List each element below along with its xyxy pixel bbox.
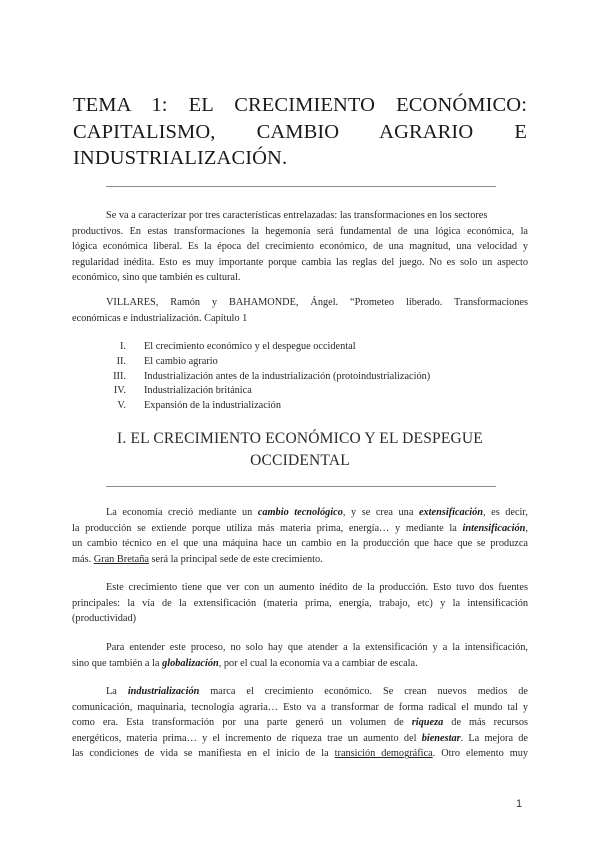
page-title <box>73 92 527 172</box>
intro-paragraph <box>72 208 528 286</box>
page-number: 1 <box>516 798 523 810</box>
reference-line: económicas e industrialización. Capítulo 1 <box>72 312 248 324</box>
toc-label: El cambio agrario <box>144 355 218 367</box>
link-transicion-demografica[interactable]: transición demográfica <box>334 748 433 760</box>
bold-term: extensificación <box>418 507 484 518</box>
text: la producción se extiende porque utiliza más materia prima, energía… y mediante la <box>72 522 463 534</box>
title-line-2: CAPITALISMO, CAMBIO AGRARIO E <box>73 120 527 143</box>
paragraph-1 <box>72 505 528 567</box>
text: de más recursos <box>443 717 528 729</box>
text: será la principal sede de este crecimiento. <box>148 553 323 565</box>
paragraph-line <box>72 731 528 747</box>
table-of-contents <box>100 340 430 414</box>
paragraph-3 <box>72 640 528 671</box>
text: La <box>106 686 128 697</box>
text: , y se crea una <box>342 507 419 518</box>
toc-label: Expansión de la industrialización <box>144 400 281 412</box>
intro-line: económico, sino que también es cultural. <box>72 272 241 284</box>
link-gran-bretana[interactable]: Gran Bretaña <box>93 553 149 565</box>
paragraph-line <box>72 552 528 568</box>
text: , por el cual la economía va a cambiar de escala. <box>218 657 418 669</box>
section-heading <box>90 428 510 472</box>
paragraph-line: comunicación, maquinaria, tecnología agraria… Esto va a transformar de forma radical el mundo tal y <box>72 701 528 713</box>
bold-term: intensificación <box>462 522 526 534</box>
paragraph-line: Este crecimiento tiene que ver con un aumento inédito de la producción. Esto tuvo dos fuentes <box>106 582 528 593</box>
paragraph-line <box>72 505 528 521</box>
bold-term: riqueza <box>411 717 444 729</box>
bold-term: bienestar <box>421 732 461 744</box>
toc-label: Industrialización británica <box>144 385 252 397</box>
toc-item <box>100 384 430 399</box>
intro-line: productivos. En estas transformaciones la hegemonía será fundamental de una lógica económica, la <box>72 225 528 237</box>
toc-item <box>100 399 430 414</box>
paragraph-line <box>72 656 528 672</box>
toc-number: III. <box>113 370 126 382</box>
title-line-1: TEMA 1: EL CRECIMIENTO ECONÓMICO: <box>73 94 527 116</box>
section-heading-line: OCCIDENTAL <box>250 452 350 469</box>
intro-line: Se va a caracterizar por tres características entrelazadas: las transformaciones en los sectores <box>106 210 488 221</box>
paragraph-line: principales: la vía de la extensificación (materia prima, energía, trabajo, etc) y la intensificación <box>72 597 528 609</box>
title-line-3: INDUSTRIALIZACIÓN. <box>73 147 288 169</box>
paragraph-line <box>72 684 528 700</box>
text: marca el crecimiento económico. Se crean nuevos medios de <box>199 686 528 697</box>
section-heading-line: I. EL CRECIMIENTO ECONÓMICO Y EL DESPEGUE <box>117 430 483 447</box>
toc-item <box>100 370 430 385</box>
toc-number: V. <box>117 400 126 412</box>
text: como era. Esta transformación por una parte generó un volumen de <box>72 717 412 729</box>
paragraph-4 <box>72 684 528 762</box>
divider-line <box>106 186 496 187</box>
toc-item <box>100 355 430 370</box>
text: sino que también a la <box>72 657 163 669</box>
intro-line: regularidad inédita. Esto es muy importante porque cambia las reglas del juego. No es solo un aspecto <box>72 256 528 268</box>
paragraph-line <box>72 521 528 537</box>
text: , es decir, <box>483 507 529 518</box>
toc-number: IV. <box>113 385 126 397</box>
text: . La mejora de <box>460 732 528 744</box>
text: energéticos, materia prima… y el incremento de riqueza trae un aumento del <box>72 732 422 744</box>
divider-line <box>106 486 496 487</box>
paragraph-line: Para entender este proceso, no solo hay que atender a la extensificación y a la intensificación, <box>106 642 528 653</box>
toc-label: Industrialización antes de la industrialización (protoindustrialización) <box>144 370 431 382</box>
text: , <box>525 522 528 534</box>
paragraph-line: un cambio técnico en el que una máquina hace un cambio en la producción que hace que se produzca <box>72 538 528 550</box>
reference-paragraph <box>72 295 528 326</box>
paragraph-2 <box>72 580 528 627</box>
paragraph-line <box>72 746 528 762</box>
text: . Otro elemento muy <box>432 748 528 760</box>
toc-number: I. <box>119 341 126 352</box>
toc-number: II. <box>116 355 126 367</box>
reference-line: VILLARES, Ramón y BAHAMONDE, Ángel. “Prometeo liberado. Transformaciones <box>106 297 528 308</box>
text: La economía creció mediante un <box>106 507 258 518</box>
bold-term: globalización <box>162 657 219 669</box>
bold-term: industrialización <box>127 686 200 697</box>
toc-label: El crecimiento económico y el despegue occidental <box>144 341 356 352</box>
text: más. <box>72 553 94 565</box>
paragraph-line <box>72 715 528 731</box>
paragraph-line: (productividad) <box>72 613 137 625</box>
intro-line: lógica económica liberal. Es la época del crecimiento económico, de una magnitud, una velocidad y <box>72 241 528 253</box>
text: las condiciones de vida se manifiesta en el inicio de la <box>72 748 335 760</box>
bold-term: cambio tecnológico <box>257 507 343 518</box>
toc-item <box>100 340 430 355</box>
